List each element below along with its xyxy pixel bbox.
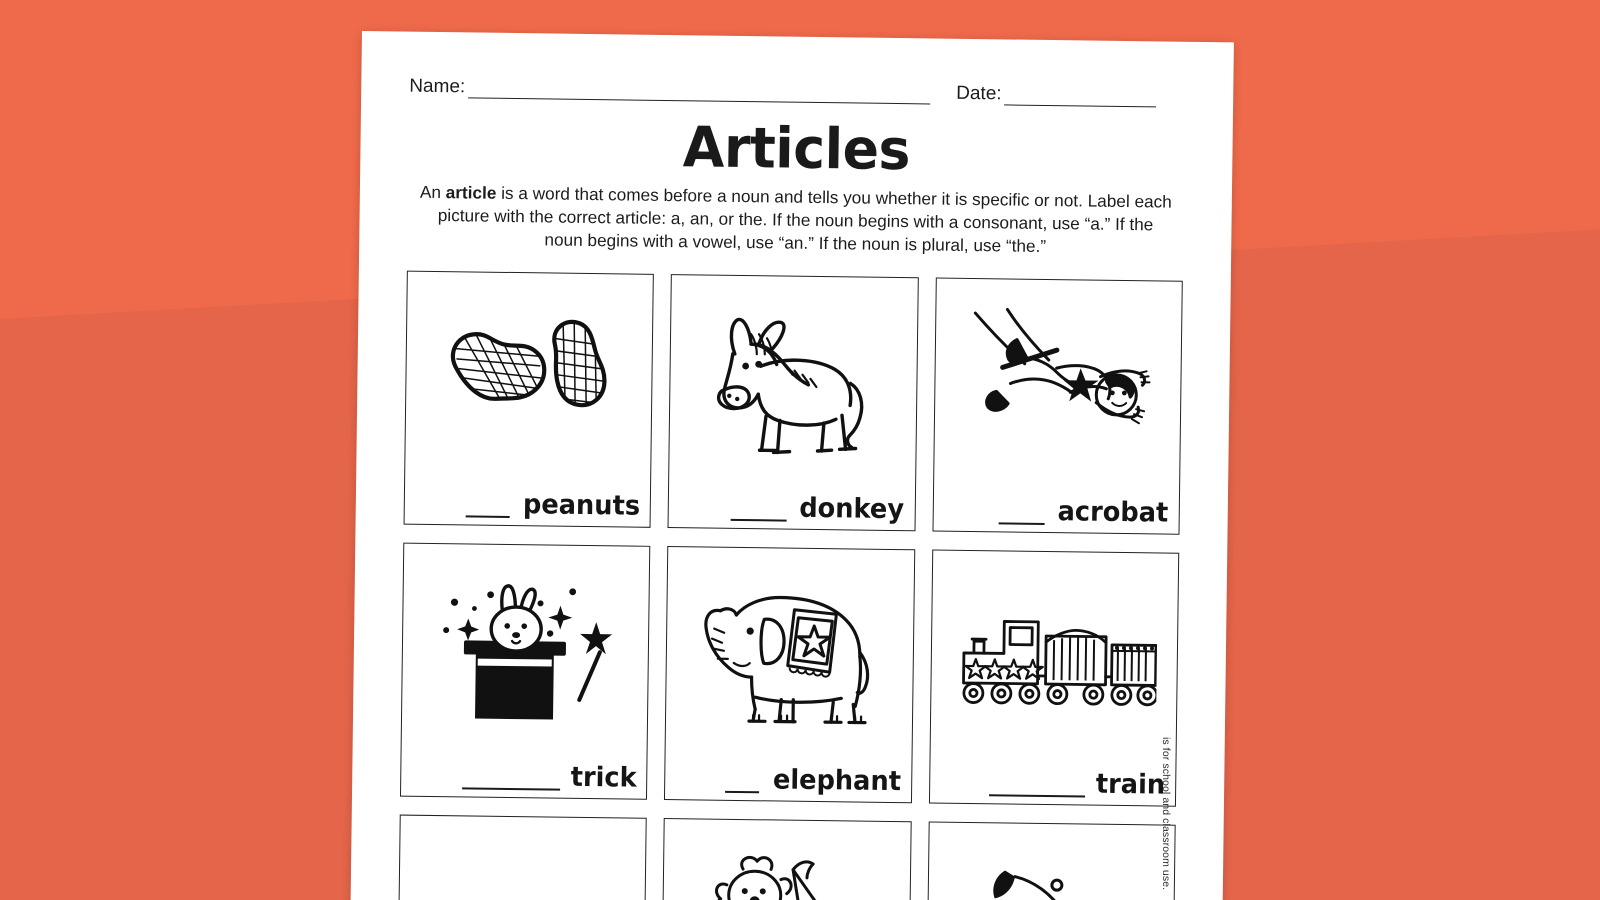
picture-card-grid [396,271,1182,900]
answer-row [943,482,1169,530]
card-train[interactable] [929,550,1180,807]
clown-icon [672,828,900,900]
date-label: Date: [956,82,1002,105]
acrobat-icon [944,287,1172,485]
article-blank-elephant[interactable] [726,767,760,793]
elephant-icon [676,556,904,754]
name-input-rule[interactable] [468,81,930,104]
instructions-rest: is a word that comes before a noun and tells you whether it is specific or not. Label each picture with the correct article: a, an, or the. If the noun begins with a consonant, use “a.” If the noun begins with a vowel, use “an.” If the noun is plural, use “the.” [437,182,1172,256]
article-blank-train[interactable] [989,771,1085,798]
date-field-group [956,83,1157,108]
answer-row [675,751,901,796]
answer-row [679,479,905,524]
card-peanuts[interactable] [404,271,655,528]
word-label-trick: trick [570,762,637,795]
card-elephant[interactable] [664,546,915,803]
article-blank-acrobat[interactable] [998,499,1045,526]
card-donkey[interactable] [668,274,919,531]
donkey-icon [679,284,907,482]
article-blank-peanuts[interactable] [466,492,510,519]
copyright-note: is for school and classroom use. [1160,737,1172,891]
word-label-peanuts: peanuts [522,489,641,523]
article-blank-trick[interactable] [462,764,561,791]
blank-icon [408,824,636,900]
page-title: Articles [682,115,911,184]
card-row3-3[interactable] [925,822,1176,900]
name-label: Name: [409,75,466,98]
word-label-acrobat: acrobat [1057,496,1169,530]
card-row3-1[interactable] [396,815,647,900]
word-label-train: train [1095,769,1166,801]
magic-trick-icon [412,552,640,750]
card-trick[interactable] [400,543,651,800]
answer-row [411,747,637,795]
worksheet-page [347,31,1234,900]
name-date-row [409,76,1185,108]
name-field-group [409,76,930,105]
instructions-text [417,181,1174,260]
answer-row [415,475,641,523]
date-input-rule[interactable] [1004,88,1156,107]
card-acrobat[interactable] [932,278,1183,535]
instructions-lead: An [419,181,446,202]
card-row3-2[interactable] [661,818,912,900]
peanuts-icon [415,280,643,478]
instructions-keyword: article [445,181,497,203]
train-icon [940,559,1168,757]
rocket-icon [937,831,1165,900]
word-label-donkey: donkey [799,493,905,526]
article-blank-donkey[interactable] [731,495,788,522]
word-label-elephant: elephant [772,764,902,798]
answer-row [940,754,1166,799]
